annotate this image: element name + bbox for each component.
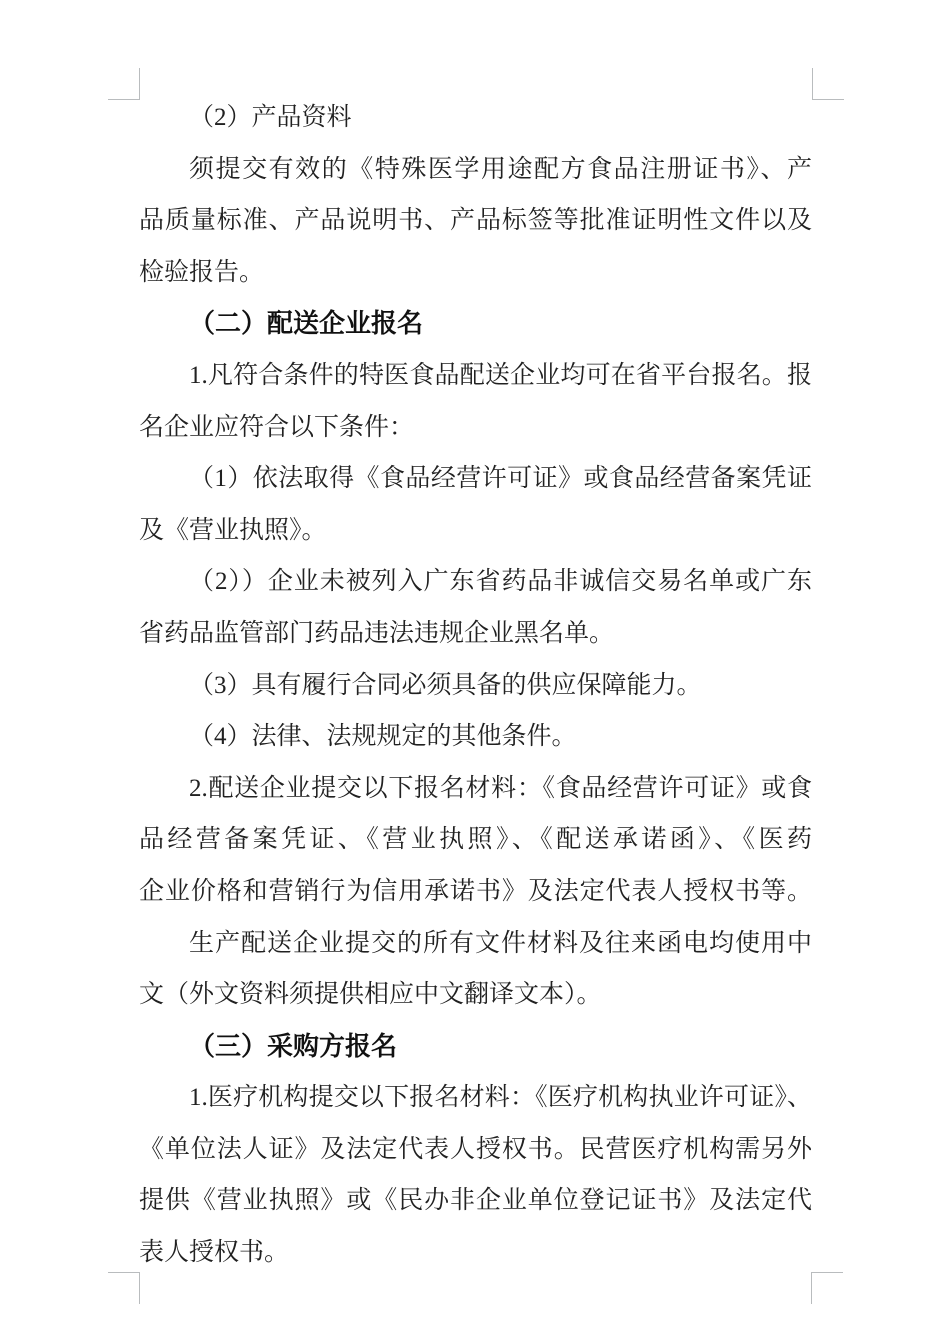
text-line: （2））企业未被列入广东省药品非诚信交易名单或广东	[189, 568, 812, 596]
text-line: 《单位法人证》及法定代表人授权书。民营医疗机构需另外	[139, 1135, 812, 1163]
text-line: 企业价格和营销行为信用承诺书》及法定代表人授权书等。	[139, 877, 812, 905]
text-line: 文（外文资料须提供相应中文翻译文本）。	[139, 981, 602, 1009]
text-line: 省药品监管部门药品违法违规企业黑名单。	[139, 619, 615, 647]
text-line: （1）依法取得《食品经营许可证》或食品经营备案凭证	[189, 465, 812, 493]
text-line: 提供《营业执照》或《民办非企业单位登记证书》及法定代	[139, 1187, 812, 1215]
text-line: 1.医疗机构提交以下报名材料：《医疗机构执业许可证》、	[189, 1084, 812, 1112]
text-line: 须提交有效的《特殊医学用途配方食品注册证书》、产	[189, 155, 812, 183]
text-line: 名企业应符合以下条件：	[139, 413, 415, 441]
text-line: 品经营备案凭证、《营业执照》、《配送承诺函》、《医药	[139, 826, 812, 854]
text-line: 生产配送企业提交的所有文件材料及往来函电均使用中	[189, 929, 812, 957]
text-line: 品质量标准、产品说明书、产品标签等批准证明性文件以及	[139, 207, 812, 235]
text-line: 及《营业执照》。	[139, 516, 327, 544]
text-line: 表人授权书。	[139, 1239, 290, 1267]
text-line: 2.配送企业提交以下报名材料：《食品经营许可证》或食	[189, 774, 812, 802]
text-boundary-mark-bottom-left	[108, 1272, 140, 1304]
text-line: （3）具有履行合同必须具备的供应保障能力。	[189, 671, 702, 699]
text-line: 检验报告。	[139, 258, 265, 286]
text-line: 1.凡符合条件的特医食品配送企业均可在省平台报名。报	[189, 361, 812, 389]
text-boundary-mark-bottom-right	[811, 1272, 843, 1304]
text-line: （2）产品资料	[189, 104, 352, 131]
section-heading: （二）配送企业报名	[189, 309, 424, 339]
section-heading: （三）采购方报名	[189, 1031, 398, 1061]
text-line: （4）法律、法规规定的其他条件。	[189, 723, 577, 751]
text-boundary-mark-top-left	[108, 68, 140, 100]
text-boundary-mark-top-right	[812, 68, 844, 100]
document-body	[139, 92, 812, 1279]
